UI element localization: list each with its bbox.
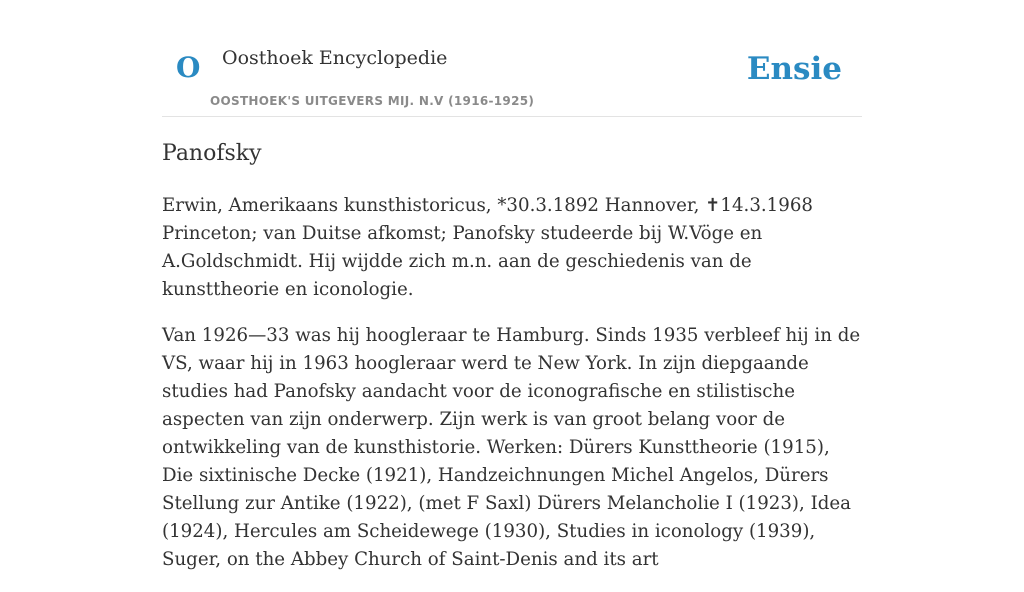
entry-paragraph: Erwin, Amerikaans kunsthistoricus, *30.3.1892 Hannover, ✝14.3.1968 Princeton; van Duitse afkomst; Panofsky studeerde bij W.Vöge en A.Goldschmidt. Hij wijdde zich m.n. aan de geschiedenis van de kunsttheorie en iconologie.: [162, 195, 813, 300]
entry-title: Panofsky: [162, 141, 262, 166]
site-title[interactable]: Oosthoek Encyclopedie: [222, 47, 448, 69]
site-header: [162, 0, 862, 117]
ensie-logo[interactable]: Ensie: [746, 51, 842, 87]
logo-letter[interactable]: O: [176, 51, 201, 84]
entry-body: [162, 192, 862, 592]
page-container: [162, 0, 862, 570]
entry-paragraph: Van 1926—33 was hij hoogleraar te Hamburg. Sinds 1935 verbleef hij in de VS, waar hij in 1963 hoogleraar werd te New York. In zijn diepgaande studies had Panofsky aandacht voor de iconografische en stilistische aspecten van zijn onderwerp. Zijn werk is van groot belang voor de ontwikkeling van de kunsthistorie. Werken: Dürers Kunsttheorie (1915), Die sixtinische Decke (1921), Handzeichnungen Michel Angelos, Dürers Stellung zur Antike (1922), (met F Saxl) Dürers Melancholie I (1923), Idea (1924), Hercules am Scheidewege (1930), Studies in iconology (1939), Suger, on the Abbey Church of Saint-Denis and its art: [162, 325, 861, 570]
publisher-subtitle: OOSTHOEK'S UITGEVERS MIJ. N.V (1916-1925): [210, 94, 535, 108]
